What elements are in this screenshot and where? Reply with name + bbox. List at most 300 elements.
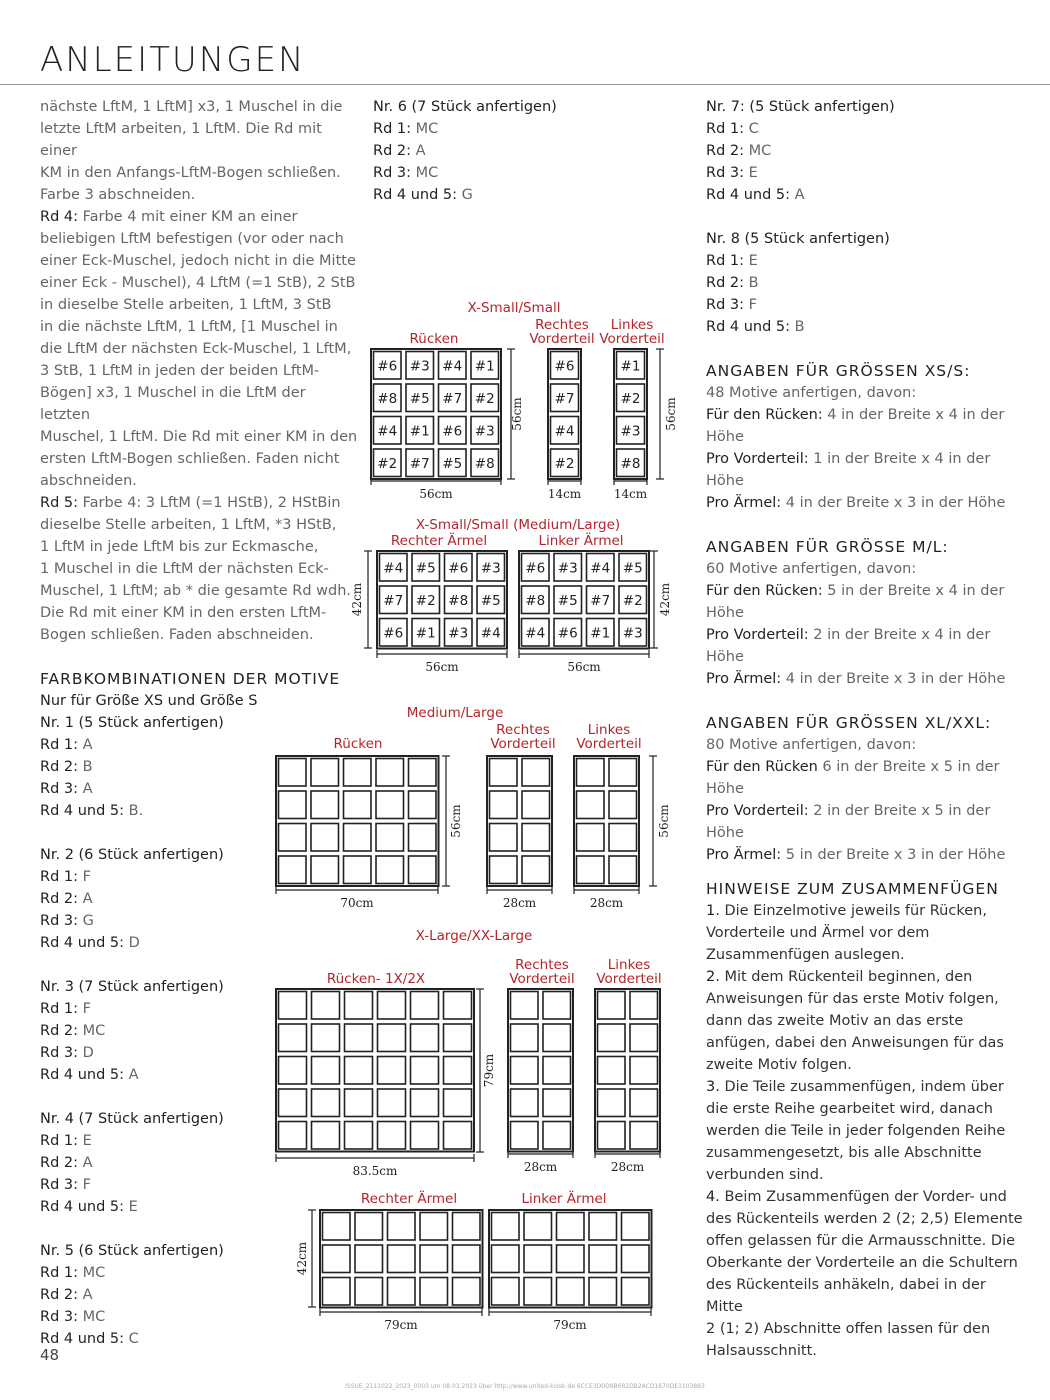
right-front-xl-cell	[511, 1089, 539, 1117]
dimension-label: 56cm	[657, 804, 671, 838]
left-sleeve-xl-cell	[492, 1278, 520, 1306]
value: 1 in der Breite x 4 in der Höhe	[706, 451, 991, 489]
label: Rd 5:	[40, 495, 78, 511]
value: 2 (1; 2) Abschnitte offen lassen für den	[706, 1321, 991, 1337]
back-xl-cell	[378, 1024, 406, 1052]
motif-cell-label: #6	[554, 358, 575, 375]
back-xl-cell	[411, 992, 439, 1020]
label: Rd 4 und 5:	[40, 935, 125, 951]
left-front-ml-outline	[574, 756, 639, 886]
left-sleeve-xl-outline	[489, 1210, 652, 1308]
value: 2 in der Breite x 5 in der Höhe	[706, 803, 991, 841]
motif-cell-label: #6	[383, 625, 404, 642]
left-front-xl-cell	[630, 1122, 658, 1150]
left-sleeve-xl-cell	[589, 1278, 617, 1306]
label: Rd 2:	[706, 275, 744, 291]
left-front-ml-cell	[577, 791, 605, 819]
right-sleeve-xl-cell	[388, 1278, 416, 1306]
back-xl-cell	[312, 1024, 340, 1052]
label: Pro Vorderteil:	[706, 451, 809, 467]
right-sleeve-xl-outline	[320, 1210, 483, 1308]
label: Pro Ärmel:	[706, 847, 782, 863]
back-xl-cell	[411, 1057, 439, 1085]
back-xl-cell	[312, 1089, 340, 1117]
dimension-label: 79cm	[482, 1053, 496, 1088]
left-front-xl-cell	[630, 1057, 658, 1085]
motif-cell-label: #1	[590, 625, 611, 642]
left-sleeve-xl-cell	[492, 1213, 520, 1241]
value: A	[78, 1287, 93, 1303]
right-sleeve-xl-cell	[323, 1278, 351, 1306]
label: Rd 3:	[706, 297, 744, 313]
value: MC	[411, 165, 439, 181]
left-sleeve-xl-cell	[589, 1213, 617, 1241]
right-sleeve-xl-cell	[355, 1278, 383, 1306]
label: Pro Ärmel:	[706, 495, 782, 511]
motif-cell-label: #2	[415, 592, 436, 609]
value: Zusammenfügen auslegen.	[706, 947, 905, 963]
back-ml-cell	[344, 856, 372, 884]
value: zusammengesetzt, bis alle Abschnitte	[706, 1145, 982, 1161]
value: Bogen schließen. Faden abschneiden.	[40, 627, 314, 643]
motif-cell-label: #3	[448, 625, 469, 642]
left-sleeve-xl-cell	[589, 1245, 617, 1273]
label: Rd 2:	[40, 1155, 78, 1171]
right-front-ml-outline	[487, 756, 552, 886]
value: A	[790, 187, 805, 203]
back-ml-cell	[344, 791, 372, 819]
value: die LftM der nächsten Eck-Muschel, 1 LftM,	[40, 341, 352, 357]
motif-cell-label: #6	[448, 560, 469, 577]
section-subheading: Nur für Größe XS und Größe S	[40, 693, 258, 709]
label: Rd 4 und 5:	[706, 187, 791, 203]
left-sleeve-xl-cell	[524, 1278, 552, 1306]
motif-cell-label: #6	[557, 625, 578, 642]
piece-label: Rechter Ärmel	[360, 1191, 458, 1207]
right-sleeve-xl-cell	[388, 1245, 416, 1273]
right-sleeve-xl-cell	[453, 1245, 481, 1273]
motif-cell-label: #5	[442, 455, 463, 472]
motif-cell-label: #6	[377, 358, 398, 375]
left-sleeve-xl-cell	[557, 1213, 585, 1241]
value: dann das zweite Motiv an das erste	[706, 1013, 964, 1029]
back-ml-cell	[279, 791, 307, 819]
page-number: 48	[40, 1346, 60, 1364]
left-sleeve-xl-cell	[524, 1245, 552, 1273]
motif-cell-label: #2	[474, 390, 495, 407]
back-xl-cell	[345, 1122, 373, 1150]
value: in dieselbe Stelle arbeiten, 1 LftM, 3 StB	[40, 297, 332, 313]
motif-cell-label: #2	[622, 592, 643, 609]
right-sleeve-xl-cell	[453, 1213, 481, 1241]
back-ml-cell	[409, 856, 437, 884]
dimension-label: 42cm	[350, 582, 364, 617]
back-xl-cell	[411, 1024, 439, 1052]
left-front-xl-cell	[598, 1057, 626, 1085]
label: Rd 1:	[40, 737, 78, 753]
value: werden die Teile in jeder folgenden Reihe	[706, 1123, 1006, 1139]
dimension-label: 79cm	[384, 1318, 418, 1332]
value: zweite Motiv folgen.	[706, 1057, 852, 1073]
dimension-label: 14cm	[613, 487, 648, 501]
label: Rd 3:	[373, 165, 411, 181]
motif-cell-label: #3	[409, 358, 430, 375]
right-sleeve-xl-cell	[453, 1278, 481, 1306]
right-front-xl-cell	[543, 992, 571, 1020]
motif-cell-label: #8	[474, 455, 495, 472]
back-ml-cell	[376, 791, 404, 819]
back-xl-cell	[411, 1122, 439, 1150]
dimension-label: 70cm	[340, 896, 374, 910]
right-sleeve-xl-cell	[355, 1245, 383, 1273]
value: B.	[124, 803, 144, 819]
value: einer Eck - Muschel), 4 LftM (=1 StB), 2 StB	[40, 275, 356, 291]
piece-label: Rechtes	[496, 722, 550, 738]
back-xl-cell	[444, 1057, 472, 1085]
label: Rd 2:	[40, 891, 78, 907]
back-xl-cell	[279, 992, 307, 1020]
motif-cell-label: #4	[377, 423, 398, 440]
back-xl-cell	[378, 1057, 406, 1085]
right-front-ml-cell	[522, 759, 550, 787]
label: Rd 1:	[40, 1265, 78, 1281]
back-xl-cell	[444, 1122, 472, 1150]
size-label: X-Small/Small	[467, 300, 561, 316]
label: Rd 1:	[40, 1001, 78, 1017]
label: Rd 1:	[40, 1133, 78, 1149]
value: Anweisungen für das erste Motiv folgen,	[706, 991, 999, 1007]
back-ml-cell	[344, 824, 372, 852]
back-xl-cell	[279, 1089, 307, 1117]
back-xl-cell	[378, 1089, 406, 1117]
value: 48 Motive anfertigen, davon:	[706, 385, 917, 401]
value: A	[78, 1155, 93, 1171]
motif-title: Nr. 3 (7 Stück anfertigen)	[40, 979, 224, 995]
value: B	[78, 759, 93, 775]
value: Die Rd mit einer KM in den ersten LftM-	[40, 605, 327, 621]
label: Rd 1:	[40, 869, 78, 885]
value: in die nächste LftM, 1 LftM, [1 Muschel in	[40, 319, 338, 335]
back-xl-cell	[444, 1024, 472, 1052]
size-heading: ANGABEN FÜR GRÖSSE M/L:	[706, 538, 949, 556]
back-xl-cell	[345, 1024, 373, 1052]
label: Rd 4 und 5:	[40, 1067, 125, 1083]
label: Rd 2:	[40, 759, 78, 775]
value: Bögen] x3, 1 Muschel in die LftM der letzten	[40, 385, 306, 423]
left-front-xl-cell	[598, 1089, 626, 1117]
left-front-ml-cell	[609, 824, 637, 852]
label: Rd 1:	[373, 121, 411, 137]
right-front-xl-cell	[543, 1057, 571, 1085]
back-xl-cell	[411, 1089, 439, 1117]
value: A	[124, 1067, 139, 1083]
value: anfügen, dabei den Anweisungen für das	[706, 1035, 1004, 1051]
motif-cell-label: #7	[383, 592, 404, 609]
motif-cell-label: #7	[442, 390, 463, 407]
value: Oberkante der Vorderteile an die Schultern	[706, 1255, 1018, 1271]
back-ml-cell	[376, 856, 404, 884]
right-sleeve-xl-cell	[388, 1213, 416, 1241]
back-xl-cell	[279, 1122, 307, 1150]
value: 5 in der Breite x 3 in der Höhe	[781, 847, 1006, 863]
label: Rd 3:	[40, 913, 78, 929]
value: KM in den Anfangs-LftM-Bogen schließen.	[40, 165, 341, 181]
back-ml-cell	[376, 759, 404, 787]
value: Farbe 3 abschneiden.	[40, 187, 196, 203]
value: Mit dem Rückenteil beginnen, den	[724, 969, 973, 985]
motif-cell-label: #1	[474, 358, 495, 375]
piece-label: Vorderteil	[509, 971, 575, 987]
size-label: Medium/Large	[406, 705, 504, 721]
dimension-label: 42cm	[658, 582, 672, 617]
label: Rd 3:	[40, 1177, 78, 1193]
value: C	[124, 1331, 139, 1347]
value: einer Eck-Muschel, jedoch nicht in die Mitte	[40, 253, 356, 269]
back-xl-cell	[444, 992, 472, 1020]
motif-cell-label: #8	[377, 390, 398, 407]
motif-cell-label: #8	[525, 592, 546, 609]
motif-title: Nr. 4 (7 Stück anfertigen)	[40, 1111, 224, 1127]
left-front-xl-cell	[630, 1089, 658, 1117]
motif-cell-label: #4	[525, 625, 546, 642]
value: E	[744, 253, 758, 269]
right-sleeve-xl-cell	[355, 1213, 383, 1241]
left-sleeve-xl-cell	[557, 1245, 585, 1273]
dimension-label: 28cm	[523, 1160, 558, 1174]
piece-label: Linker Ärmel	[521, 1191, 607, 1207]
motif-cell-label: #6	[442, 423, 463, 440]
value: 60 Motive anfertigen, davon:	[706, 561, 917, 577]
label: Rd 4 und 5:	[40, 1199, 125, 1215]
piece-label: Linkes	[610, 317, 654, 333]
motif-title: Nr. 7: (5 Stück anfertigen)	[706, 99, 895, 115]
value: die erste Reihe gearbeitet wird, danach	[706, 1101, 993, 1117]
value: Farbe 4: 3 LftM (=1 HStB), 2 HStBin	[78, 495, 341, 511]
right-front-ml-cell	[490, 856, 518, 884]
right-front-ml-cell	[522, 824, 550, 852]
value: beliebigen LftM befestigen (vor oder nach	[40, 231, 344, 247]
value: 80 Motive anfertigen, davon:	[706, 737, 917, 753]
value: E	[744, 165, 758, 181]
right-front-xl-cell	[543, 1089, 571, 1117]
right-sleeve-xl-cell	[420, 1213, 448, 1241]
back-xl-cell	[444, 1089, 472, 1117]
value: F	[78, 1177, 91, 1193]
value: Höhe	[706, 429, 744, 445]
label: Rd 4 und 5:	[40, 803, 125, 819]
motif-cell-label: #6	[525, 560, 546, 577]
left-sleeve-xl-cell	[524, 1213, 552, 1241]
value: 4 in der Breite x 3 in der Höhe	[781, 495, 1006, 511]
back-xl-cell	[312, 1122, 340, 1150]
right-front-ml-cell	[522, 856, 550, 884]
back-xl-cell	[279, 1057, 307, 1085]
motif-cell-label: #4	[442, 358, 463, 375]
label: Für den Rücken:	[706, 407, 823, 423]
right-front-ml-cell	[522, 791, 550, 819]
back-ml-cell	[409, 791, 437, 819]
section-heading: HINWEISE ZUM ZUSAMMENFÜGEN	[706, 880, 999, 898]
motif-cell-label: #8	[620, 455, 641, 472]
size-label: X-Small/Small (Medium/Large)	[415, 517, 621, 533]
value: dieselbe Stelle arbeiten, 1 LftM, *3 HStB,	[40, 517, 337, 533]
size-label: X-Large/XX-Large	[415, 928, 533, 944]
value: E	[124, 1199, 138, 1215]
motif-cell-label: #5	[480, 592, 501, 609]
piece-label: Linker Ärmel	[538, 533, 624, 549]
left-front-ml-cell	[609, 856, 637, 884]
label: Für den Rücken:	[706, 583, 823, 599]
back-ml-cell	[279, 856, 307, 884]
label: Rd 3:	[40, 1309, 78, 1325]
right-front-xl-cell	[511, 992, 539, 1020]
right-front-xl-cell	[511, 1057, 539, 1085]
label: Rd 3:	[40, 1045, 78, 1061]
value: abschneiden.	[40, 473, 137, 489]
left-front-xl-cell	[630, 1024, 658, 1052]
piece-label: Rücken	[409, 331, 459, 347]
value: 5 in der Breite x 4 in der	[822, 583, 1005, 599]
motif-cell-label: #3	[620, 423, 641, 440]
value: MC	[78, 1023, 106, 1039]
value: offen gelassen für die Armausschnitte. Die	[706, 1233, 1016, 1249]
value: MC	[411, 121, 439, 137]
motif-cell-label: #5	[557, 592, 578, 609]
piece-label: Rechtes	[535, 317, 589, 333]
left-front-xl-cell	[598, 1122, 626, 1150]
piece-label: Vorderteil	[576, 736, 642, 752]
motif-cell-label: #5	[622, 560, 643, 577]
back-xl-cell	[345, 992, 373, 1020]
value: Die Einzelmotive jeweils für Rücken,	[724, 903, 987, 919]
value: Höhe	[706, 781, 744, 797]
dimension-label: 42cm	[295, 1241, 309, 1276]
value: A	[411, 143, 426, 159]
motif-cell-label: #4	[590, 560, 611, 577]
value: B	[790, 319, 805, 335]
value: MC	[744, 143, 772, 159]
value: Vorderteile und Ärmel vor dem	[706, 925, 930, 941]
label: Rd 3:	[40, 781, 78, 797]
motif-title: Nr. 8 (5 Stück anfertigen)	[706, 231, 890, 247]
label: Für den Rücken	[706, 759, 818, 775]
value: F	[744, 297, 757, 313]
back-ml-cell	[409, 824, 437, 852]
piece-label: Rücken	[333, 736, 383, 752]
motif-cell-label: #3	[557, 560, 578, 577]
left-front-ml-cell	[609, 791, 637, 819]
label: Pro Vorderteil:	[706, 803, 809, 819]
value: verbunden sind.	[706, 1167, 824, 1183]
piece-label: Vorderteil	[529, 331, 595, 347]
value: des Rückenteils werden 2 (2; 2,5) Elemente	[706, 1211, 1023, 1227]
right-front-ml-cell	[490, 759, 518, 787]
left-front-ml-cell	[577, 824, 605, 852]
piece-label: Rücken- 1X/2X	[326, 971, 426, 987]
value: 4 in der Breite x 4 in der	[822, 407, 1005, 423]
value: 3 StB, 1 LftM in jeden der beiden LftM-	[40, 363, 320, 379]
label: Rd 2:	[40, 1287, 78, 1303]
value: Beim Zusammenfügen der Vorder- und	[724, 1189, 1007, 1205]
motif-cell-label: #1	[409, 423, 430, 440]
right-front-xl-outline	[508, 989, 573, 1152]
motif-cell-label: #7	[590, 592, 611, 609]
right-front-xl-cell	[511, 1024, 539, 1052]
value: MC	[78, 1309, 106, 1325]
left-sleeve-xl-cell	[622, 1245, 650, 1273]
value: A	[78, 781, 93, 797]
back-ml-outline	[276, 756, 439, 886]
value: 6 in der Breite x 5 in der	[817, 759, 1000, 775]
back-ml-cell	[311, 791, 339, 819]
piece-label: Rechtes	[515, 957, 569, 973]
piece-label: Rechter Ärmel	[390, 533, 488, 549]
label: Rd 4 und 5:	[40, 1331, 125, 1347]
motif-cell-label: #8	[448, 592, 469, 609]
motif-title: Nr. 1 (5 Stück anfertigen)	[40, 715, 224, 731]
dimension-label: 56cm	[510, 397, 524, 431]
back-xl-cell	[378, 1122, 406, 1150]
label: 4.	[706, 1189, 725, 1205]
motif-title: Nr. 5 (6 Stück anfertigen)	[40, 1243, 224, 1259]
label: 2.	[706, 969, 725, 985]
right-sleeve-xl-cell	[420, 1278, 448, 1306]
value: nächste LftM, 1 LftM] x3, 1 Muschel in die	[40, 99, 343, 115]
value: E	[78, 1133, 92, 1149]
value: Muschel, 1 LftM; ab * die gesamte Rd wdh.	[40, 583, 352, 599]
piece-label: Vorderteil	[490, 736, 556, 752]
left-sleeve-xl-cell	[557, 1278, 585, 1306]
left-front-ml-cell	[577, 856, 605, 884]
footer-imprint: ISSUE_2111022_2023_0003 um 08.03.2023 über http://www.united-kiosk.de 6CCE3D0D9B682DB2ACD1670DE1103883	[345, 1383, 705, 1390]
value: Halsausschnitt.	[706, 1343, 817, 1359]
back-ml-cell	[279, 824, 307, 852]
motif-title: Nr. 6 (7 Stück anfertigen)	[373, 99, 557, 115]
back-ml-cell	[344, 759, 372, 787]
value: D	[124, 935, 140, 951]
motif-title: Nr. 2 (6 Stück anfertigen)	[40, 847, 224, 863]
motif-cell-label: #5	[409, 390, 430, 407]
right-sleeve-xl-cell	[323, 1245, 351, 1273]
value: A	[78, 737, 93, 753]
value: F	[78, 869, 91, 885]
dimension-label: 28cm	[502, 896, 537, 910]
back-ml-cell	[311, 824, 339, 852]
left-sleeve-xl-cell	[622, 1213, 650, 1241]
motif-cell-label: #1	[415, 625, 436, 642]
motif-cell-label: #5	[415, 560, 436, 577]
label: Rd 3:	[706, 165, 744, 181]
value: 2 in der Breite x 4 in der Höhe	[706, 627, 991, 665]
back-ml-cell	[409, 759, 437, 787]
label: Rd 1:	[706, 121, 744, 137]
right-front-ml-cell	[490, 824, 518, 852]
left-sleeve-xl-cell	[622, 1278, 650, 1306]
value: G	[78, 913, 94, 929]
piece-label: Linkes	[607, 957, 651, 973]
back-ml-cell	[311, 759, 339, 787]
label: Pro Vorderteil:	[706, 627, 809, 643]
left-front-xl-cell	[630, 992, 658, 1020]
right-front-xl-cell	[543, 1122, 571, 1150]
left-front-ml-cell	[609, 759, 637, 787]
back-xl-cell	[345, 1057, 373, 1085]
dimension-label: 14cm	[547, 487, 582, 501]
dimension-label: 79cm	[553, 1318, 587, 1332]
size-heading: ANGABEN FÜR GRÖSSEN XL/XXL:	[706, 714, 992, 732]
back-xl-cell	[345, 1089, 373, 1117]
dimension-label: 56cm	[425, 660, 459, 674]
